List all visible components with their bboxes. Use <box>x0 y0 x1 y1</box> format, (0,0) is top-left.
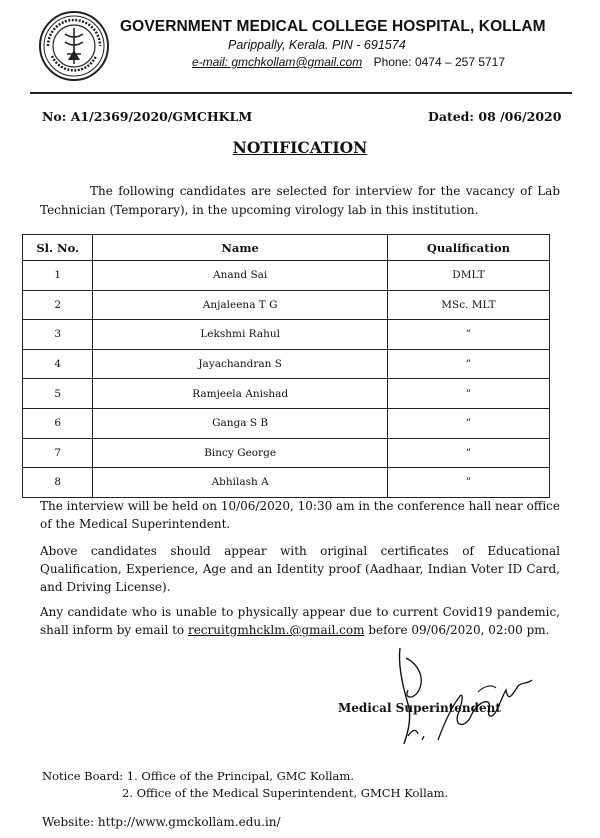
interview-details: The interview will be held on 10/06/2020, 10:30 am in the conference hall near office of the Medical Superintendent. <box>40 499 560 531</box>
letterhead <box>120 18 580 69</box>
cell-name: Jayachandran S <box>93 349 387 379</box>
notice-date: Dated: 08 /06/2020 <box>428 109 562 124</box>
cell-name: Lekshmi Rahul <box>93 320 387 350</box>
cell-name: Ganga S B <box>93 408 387 438</box>
notification-title: NOTIFICATION <box>232 138 368 157</box>
cell-sl-no: 1 <box>23 261 93 291</box>
table-row <box>23 349 550 379</box>
notice-board-line-2: 2. Office of the Medical Superintendent, GMCH Kollam. <box>122 786 449 800</box>
table-row <box>23 261 550 291</box>
header-divider <box>30 92 572 94</box>
notice-board-line-1: Notice Board: 1. Office of the Principal, GMC Kollam. <box>42 769 354 783</box>
table-row <box>23 320 550 350</box>
reference-number: No: A1/2369/2020/GMCHKLM <box>42 109 253 124</box>
cell-qualification: ” <box>387 379 549 409</box>
cell-sl-no: 6 <box>23 408 93 438</box>
cell-qualification: MSc. MLT <box>387 290 549 320</box>
table-row <box>23 290 550 320</box>
table-row <box>23 408 550 438</box>
cell-sl-no: 5 <box>23 379 93 409</box>
contact-phone: Phone: 0474 – 257 5717 <box>373 55 506 69</box>
cell-qualification: ” <box>387 408 549 438</box>
cell-sl-no: 3 <box>23 320 93 350</box>
table-header-row <box>23 235 550 261</box>
cell-sl-no: 2 <box>23 290 93 320</box>
documents-required: Above candidates should appear with original certificates of Educational Qualification, Experience, Age and an Identity proof (Aadhaar, Indian Voter ID Card, and Driving License). <box>40 544 560 594</box>
cell-name: Ramjeela Anishad <box>93 379 387 409</box>
cell-name: Anand Sai <box>93 261 387 291</box>
institution-address: Parippally, Kerala. PIN - 691574 <box>228 38 406 52</box>
cell-sl-no: 4 <box>23 349 93 379</box>
institution-name: GOVERNMENT MEDICAL COLLEGE HOSPITAL, KOLLAM <box>120 18 546 35</box>
column-header-qualification: Qualification <box>387 235 549 261</box>
cell-qualification: ” <box>387 349 549 379</box>
column-header-sl-no: Sl. No. <box>23 235 93 261</box>
table-row <box>23 438 550 468</box>
signatory-designation: Medical Superintendent <box>338 701 501 715</box>
column-header-name: Name <box>93 235 387 261</box>
covid-text-suffix: before 09/06/2020, 02:00 pm. <box>364 623 550 637</box>
recruitment-email-link[interactable]: recruitgmhcklm.@gmail.com <box>187 623 365 637</box>
covid-instructions <box>40 603 560 639</box>
website-link[interactable]: Website: http://www.gmckollam.edu.in/ <box>42 815 281 829</box>
cell-qualification: ” <box>387 468 549 498</box>
intro-paragraph: The following candidates are selected for interview for the vacancy of Lab Technician (Temporary), in the upcoming virology lab in this institution. <box>40 184 560 217</box>
cell-qualification: DMLT <box>387 261 549 291</box>
notification-heading <box>0 138 600 157</box>
contact-email[interactable]: e-mail: gmchkollam@gmail.com <box>192 55 363 69</box>
covid-text-prefix: Any candidate who is unable to physically appear due to current Covid19 pandemic, shall inform by email to <box>40 605 560 637</box>
handwritten-signature <box>378 644 538 754</box>
candidates-table <box>22 234 550 498</box>
table-row <box>23 379 550 409</box>
cell-sl-no: 7 <box>23 438 93 468</box>
cell-qualification: ” <box>387 438 549 468</box>
notice-board-distribution <box>42 768 448 802</box>
college-emblem-icon <box>38 10 110 82</box>
cell-name: Abhilash A <box>93 468 387 498</box>
table-row <box>23 468 550 498</box>
contact-line <box>192 55 580 69</box>
cell-name: Bincy George <box>93 438 387 468</box>
cell-qualification: ” <box>387 320 549 350</box>
cell-name: Anjaleena T G <box>93 290 387 320</box>
cell-sl-no: 8 <box>23 468 93 498</box>
